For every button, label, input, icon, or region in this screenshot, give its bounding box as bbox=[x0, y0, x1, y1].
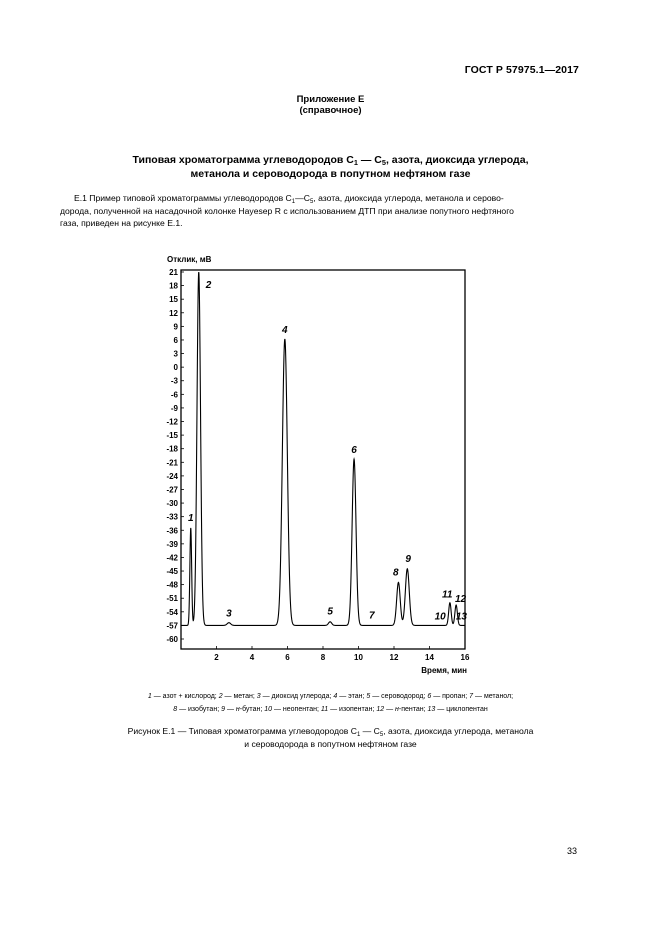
legend-text-6: — пропан; bbox=[431, 693, 470, 700]
peak-legend bbox=[60, 690, 601, 716]
legend-text-8: — изобутан; bbox=[177, 706, 222, 713]
paragraph-line2: дорода, полученной на насадочной колонке Hayesep R с использованием ДТП при анализе попутного нефтяного bbox=[60, 205, 514, 216]
peak-label-10: 10 bbox=[434, 611, 446, 623]
appendix-title: Приложение Е bbox=[296, 94, 365, 105]
section-title-line2: метанола и сероводорода в попутном нефтяном газе bbox=[190, 168, 471, 180]
x-tick-label: 14 bbox=[425, 653, 434, 662]
legend-number-13: 13 bbox=[427, 706, 436, 713]
legend-number-4: 4 bbox=[333, 693, 338, 700]
legend-number-5: 5 bbox=[366, 693, 371, 700]
peak-label-9: 9 bbox=[405, 553, 411, 565]
y-tick-label: -51 bbox=[166, 594, 178, 604]
standard-number: ГОСТ Р 57975.1—2017 bbox=[464, 64, 579, 76]
peak-label-3: 3 bbox=[226, 608, 232, 620]
caption-line1: Рисунок Е.1 — Типовая хроматограмма углеводородов $С_1$ — $С_5$, азота, диоксида углерода, метанола bbox=[127, 726, 534, 738]
paragraph-line1: Е.1 Пример типовой хроматограммы углеводородов $С_1—С_5$, азота, диоксида углерода, метанола и серово- bbox=[74, 193, 504, 205]
legend-text-2: — метан; bbox=[222, 693, 257, 700]
peak-label-2: 2 bbox=[205, 279, 212, 291]
legend-number-3: 3 bbox=[256, 693, 261, 700]
legend-line2 bbox=[60, 703, 601, 716]
legend-number-12: 12 bbox=[376, 706, 385, 713]
legend-text-4: — этан; bbox=[337, 693, 367, 700]
y-tick-label: -39 bbox=[166, 539, 178, 549]
legend-text-10: — неопентан; bbox=[272, 706, 321, 713]
y-tick-label: -54 bbox=[166, 607, 178, 617]
y-tick-label: -57 bbox=[166, 621, 178, 631]
y-tick-label: -30 bbox=[166, 499, 178, 509]
y-tick-label: 15 bbox=[169, 295, 178, 305]
legend-text-rest-9: -бутан; bbox=[239, 706, 265, 713]
x-tick-label: 4 bbox=[249, 653, 255, 662]
peak-label-6: 6 bbox=[351, 445, 357, 457]
plot-frame bbox=[181, 270, 465, 649]
y-tick-label: -15 bbox=[166, 431, 178, 441]
y-tick-label: 6 bbox=[173, 335, 178, 345]
y-tick-label: -12 bbox=[166, 417, 178, 427]
x-axis-title: Время, мин bbox=[421, 666, 467, 675]
y-tick-label: 3 bbox=[173, 349, 178, 359]
y-tick-label: 21 bbox=[169, 268, 178, 277]
legend-number-11: 11 bbox=[320, 706, 329, 713]
y-tick-label: 9 bbox=[173, 322, 178, 332]
legend-text-11: — изопентан; bbox=[328, 706, 377, 713]
legend-text-5: — сероводород; bbox=[370, 693, 428, 700]
y-tick-label: -3 bbox=[170, 376, 178, 386]
y-tick-label: 12 bbox=[169, 308, 178, 318]
peak-label-4: 4 bbox=[282, 325, 288, 337]
caption-line2: и сероводорода в попутном нефтяном газе bbox=[244, 738, 417, 749]
paragraph-line3: газа, приведен на рисунке Е.1. bbox=[60, 218, 183, 229]
y-tick-label: -21 bbox=[166, 458, 178, 468]
y-tick-label: -60 bbox=[166, 635, 178, 644]
legend-number-1: 1 bbox=[147, 693, 152, 700]
legend-text-7: — метанол; bbox=[473, 693, 514, 700]
peak-label-1: 1 bbox=[187, 513, 194, 525]
y-tick-label: -27 bbox=[166, 485, 178, 495]
legend-line1 bbox=[60, 690, 601, 703]
legend-text-rest-12: -пентан; bbox=[398, 706, 428, 713]
chromatogram-trace bbox=[181, 272, 465, 625]
peak-label-11: 11 bbox=[442, 589, 453, 601]
y-tick-label: -48 bbox=[166, 580, 178, 590]
y-tick-label: -18 bbox=[166, 444, 178, 454]
legend-text-13: — циклопентан bbox=[435, 706, 488, 713]
y-axis-title: Отклик, мВ bbox=[167, 255, 212, 264]
peak-label-12: 12 bbox=[455, 593, 467, 605]
appendix-status: (справочное) bbox=[299, 105, 362, 116]
legend-text-9: — bbox=[225, 706, 236, 713]
x-tick-label: 6 bbox=[285, 653, 290, 662]
peak-label-13: 13 bbox=[455, 611, 468, 623]
peak-label-7: 7 bbox=[369, 610, 375, 622]
legend-text-12: — bbox=[384, 706, 396, 713]
legend-number-6: 6 bbox=[427, 693, 432, 700]
x-tick-label: 16 bbox=[460, 653, 470, 662]
peak-label-8: 8 bbox=[392, 567, 399, 579]
legend-number-8: 8 bbox=[173, 706, 178, 713]
legend-text-3: — диоксид углерода; bbox=[260, 693, 334, 700]
y-tick-label: 0 bbox=[173, 363, 178, 373]
legend-italic-9: н bbox=[235, 706, 240, 713]
x-tick-label: 12 bbox=[389, 653, 399, 662]
y-tick-label: -9 bbox=[170, 403, 178, 413]
x-tick-label: 2 bbox=[214, 653, 219, 662]
legend-italic-12: н bbox=[395, 706, 399, 713]
legend-number-9: 9 bbox=[221, 706, 225, 713]
legend-number-7: 7 bbox=[469, 693, 474, 700]
legend-number-10: 10 bbox=[264, 706, 273, 713]
section-title-line1: Типовая хроматограмма углеводородов $С_1$ — $С_5$, азота, диоксида углерода, bbox=[132, 154, 529, 167]
peak-label-5: 5 bbox=[327, 606, 333, 618]
y-tick-label: -6 bbox=[170, 390, 178, 400]
figure-caption bbox=[60, 725, 601, 750]
y-tick-label: -33 bbox=[166, 512, 178, 522]
legend-text-1: — азот + кислород; bbox=[151, 693, 219, 700]
legend-number-2: 2 bbox=[218, 693, 223, 700]
y-tick-label: -36 bbox=[166, 526, 178, 536]
y-tick-label: -45 bbox=[166, 567, 178, 577]
y-tick-label: -24 bbox=[166, 471, 178, 481]
x-tick-label: 8 bbox=[320, 653, 326, 662]
y-tick-label: 18 bbox=[169, 281, 178, 291]
x-tick-label: 10 bbox=[354, 653, 363, 662]
page-number: 33 bbox=[567, 846, 578, 856]
y-tick-label: -42 bbox=[166, 553, 178, 563]
